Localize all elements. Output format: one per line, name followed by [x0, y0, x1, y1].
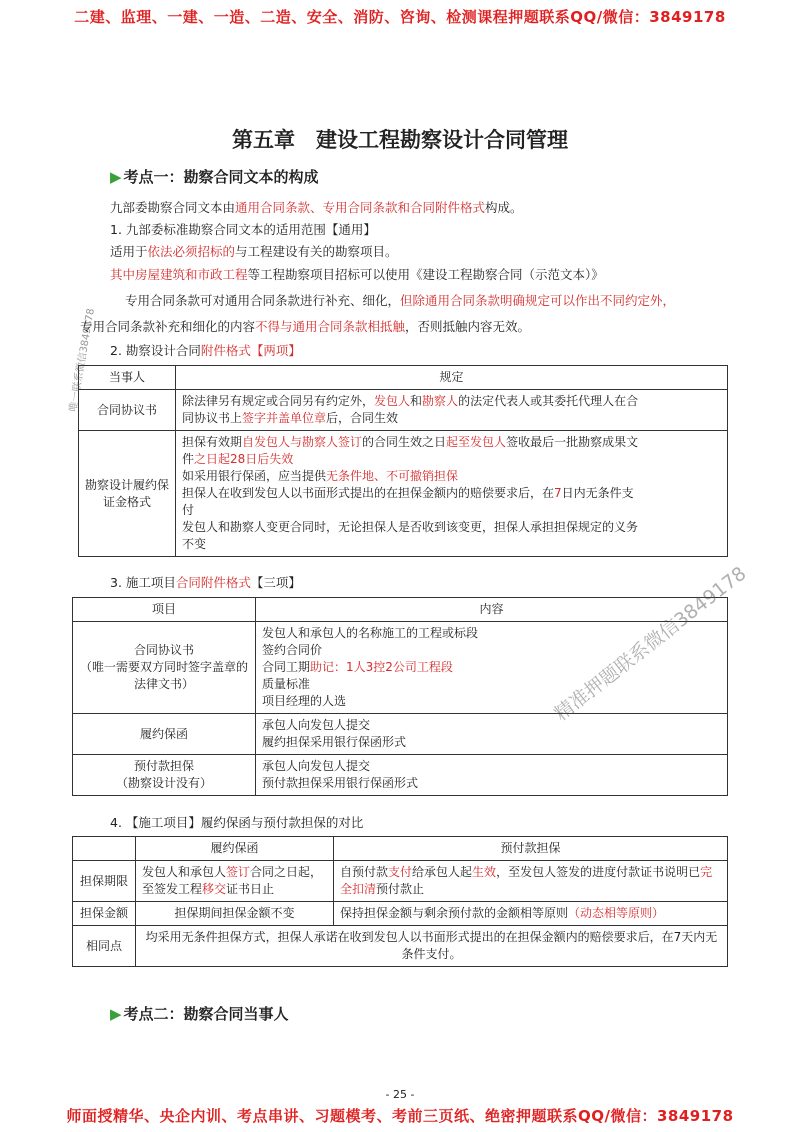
t3-row1-name: 担保期限 [73, 861, 136, 902]
section-2-heading: 2. 勘察设计合同附件格式【两项】 [110, 343, 301, 358]
table-row [73, 714, 728, 755]
t2-row2-name: 履约保函 [73, 714, 256, 755]
t1-header-party: 当事人 [79, 366, 176, 390]
t3-header-blank [73, 837, 136, 861]
section-1-line-2: 其中房屋建筑和市政工程等工程勘察项目招标可以使用《建设工程勘察合同（示范文本）》 [110, 267, 604, 282]
key-point-2: ▶ 考点二：勘察合同当事人 [110, 1005, 289, 1023]
table-construction-attachments [72, 597, 728, 796]
table-row [79, 390, 728, 431]
chapter-title: 第五章 建设工程勘察设计合同管理 [232, 127, 568, 152]
key-point-1: ▶ 考点一：勘察合同文本的构成 [110, 168, 319, 186]
t3-row2-performance: 担保期间担保金额不变 [136, 902, 334, 926]
t1-row2-content: 担保有效期自发包人与勘察人签订的合同生效之日起至发包人签收最后一批勘察成果文 件之日起28日后失效 如采用银行保函，应当提供无条件地、不可撤销担保 担保人在收到发包人以书面形式提出的在担保金额内的赔偿要求后，在7日内无条件支 付 发包人和勘察人变更合同时，无论担保人是否收到该变更，担保人承担担保规定的义务 不变 [176, 431, 728, 557]
paragraph-composition: 九部委勘察合同文本由通用合同条款、专用合同条款和合同附件格式构成。 [110, 200, 523, 215]
t3-header-performance: 履约保函 [136, 837, 334, 861]
t2-row3-content: 承包人向发包人提交 预付款担保采用银行保函形式 [256, 755, 728, 796]
t2-header-content: 内容 [256, 598, 728, 622]
t2-row1-name: 合同协议书 （唯一需要双方同时签字盖章的法律文书） [73, 622, 256, 714]
side-watermark: 唯一联系微信3849178 [67, 307, 97, 413]
t3-row1-performance: 发包人和承包人签订合同之日起，至签发工程移交证书日止 [136, 861, 334, 902]
t3-row3-common: 均采用无条件担保方式，担保人承诺在收到发包人以书面形式提出的在担保金额内的赔偿要求后，在7天内无条件支付。 [136, 926, 728, 967]
table-row [79, 431, 728, 557]
top-banner: 二建、监理、一建、一造、二造、安全、消防、咨询、检测课程押题联系QQ/微信：3849178 [74, 8, 726, 26]
section-3-heading: 3. 施工项目合同附件格式【三项】 [110, 575, 301, 590]
watermark: 精准押题联系微信3849178 [550, 562, 751, 726]
triangle-icon: ▶ [110, 168, 122, 186]
t2-header-item: 项目 [73, 598, 256, 622]
t1-row2-name: 勘察设计履约保证金格式 [79, 431, 176, 557]
table-row [73, 902, 728, 926]
table-row [73, 755, 728, 796]
t1-header-rule: 规定 [176, 366, 728, 390]
table-row [73, 926, 728, 967]
section-1-heading: 1. 九部委标准勘察合同文本的适用范围【通用】 [110, 222, 376, 237]
section-1-line-1: 适用于依法必须招标的与工程建设有关的勘察项目。 [110, 244, 398, 259]
table-row [73, 861, 728, 902]
section-1-line-4: 专用合同条款补充和细化的内容不得与通用合同条款相抵触，否则抵触内容无效。 [80, 319, 531, 334]
t3-header-advance: 预付款担保 [334, 837, 728, 861]
t3-row2-name: 担保金额 [73, 902, 136, 926]
triangle-icon: ▶ [110, 1005, 122, 1023]
t2-row3-name: 预付款担保 （勘察设计没有） [73, 755, 256, 796]
t2-row1-content: 发包人和承包人的名称施工的工程或标段 签约合同价 合同工期助记：1人3控2公司工程段 质量标准 项目经理的人选 [256, 622, 728, 714]
section-4-heading: 4. 【施工项目】履约保函与预付款担保的对比 [110, 815, 364, 830]
bottom-banner: 师面授精华、央企内训、考点串讲、习题模考、考前三页纸、绝密押题联系QQ/微信：3849178 [66, 1107, 734, 1125]
t3-row3-name: 相同点 [73, 926, 136, 967]
page-number: - 25 - [385, 1088, 415, 1101]
t1-row1-name: 合同协议书 [79, 390, 176, 431]
t1-row1-content: 除法律另有规定或合同另有约定外，发包人和勘察人的法定代表人或其委托代理人在合 同协议书上签字并盖单位章后，合同生效 [176, 390, 728, 431]
t3-row1-advance: 自预付款支付给承包人起生效，至发包人签发的进度付款证书说明已完全扣清预付款止 [334, 861, 728, 902]
t2-row2-content: 承包人向发包人提交 履约担保采用银行保函形式 [256, 714, 728, 755]
section-1-line-3: 专用合同条款可对通用合同条款进行补充、细化，但除通用合同条款明确规定可以作出不同约定外， [125, 293, 676, 308]
t3-row2-advance: 保持担保金额与剩余预付款的金额相等原则（动态相等原则） [334, 902, 728, 926]
table-guarantee-comparison [72, 836, 728, 967]
table-survey-attachments [78, 365, 728, 557]
